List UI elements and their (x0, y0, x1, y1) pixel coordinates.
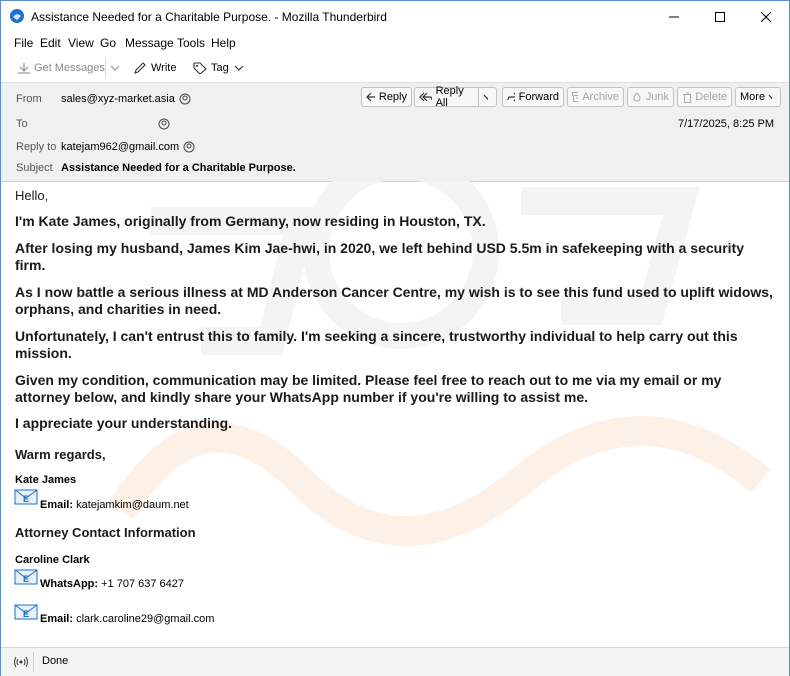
reply-all-icon (419, 92, 432, 102)
contact-icon[interactable] (179, 93, 191, 105)
reply-all-dropdown[interactable] (478, 87, 497, 107)
svg-text:E: E (23, 494, 30, 504)
sender-email[interactable]: katejamkim@daum.net (76, 499, 189, 511)
trash-icon (682, 92, 691, 103)
chevron-down-icon (110, 64, 120, 72)
online-status-icon[interactable] (13, 656, 29, 668)
forward-button[interactable] (502, 87, 564, 107)
sender-name: Kate James (15, 474, 77, 486)
title-bar (1, 1, 789, 33)
message-date: 7/17/2025, 8:25 PM (677, 118, 774, 130)
email-icon (14, 604, 38, 620)
from-value[interactable] (61, 93, 191, 105)
minimize-button[interactable] (651, 1, 697, 33)
tag-icon (193, 62, 207, 74)
chevron-down-icon (234, 64, 244, 72)
subject-label: Subject (16, 162, 53, 174)
archive-icon (572, 92, 578, 102)
reply-icon (366, 92, 375, 102)
svg-text:E: E (23, 574, 30, 584)
greeting: Hello, (15, 188, 49, 203)
minimize-icon (669, 12, 679, 22)
write-label: Write (151, 62, 177, 74)
from-label: From (16, 93, 42, 105)
archive-button[interactable] (567, 87, 624, 107)
attorney-name: Caroline Clark (15, 554, 90, 566)
chevron-down-icon (483, 94, 488, 100)
paragraph-3: As I now battle a serious illness at MD Anderson Cancer Centre, my wish is to see this fund used to uplift widows, orphans, and charities in need. (15, 284, 773, 317)
maximize-icon (715, 12, 725, 22)
whatsapp-line (40, 578, 184, 590)
closing: Warm regards, (15, 447, 106, 462)
flame-icon (632, 92, 642, 102)
reply-button[interactable] (361, 87, 412, 107)
svg-text:E: E (23, 609, 30, 619)
menu-bar (1, 33, 789, 53)
tag-button[interactable] (193, 58, 244, 78)
menu-view[interactable]: View (68, 36, 94, 50)
get-messages-label: Get Messages (34, 62, 105, 74)
reply-label: Reply (378, 91, 407, 103)
archive-label: Archive (582, 91, 619, 103)
download-icon (17, 62, 31, 74)
from-address[interactable]: sales@xyz-market.asia (61, 93, 175, 105)
get-messages-button[interactable] (17, 58, 105, 78)
delete-label: Delete (695, 91, 727, 103)
subject-value: Assistance Needed for a Charitable Purpose. (61, 162, 296, 174)
menu-go[interactable]: Go (100, 36, 117, 50)
paragraph-4: Unfortunately, I can't entrust this to family. I'm seeking a sincere, trustworthy individual to help carry out this mission. (15, 328, 738, 361)
reply-to-value[interactable] (61, 141, 195, 153)
sender-email-label: Email: (40, 499, 74, 511)
reply-to-address[interactable]: katejam962@gmail.com (61, 141, 180, 153)
to-value[interactable] (158, 118, 170, 130)
status-text: Done (42, 655, 69, 667)
paragraph-5: Given my condition, communication may be limited. Please feel free to reach out to me via my email or my attorney below, and kindly share your WhatsApp number if you're willing to assist me. (15, 372, 722, 405)
reply-all-button[interactable] (414, 87, 479, 107)
attorney-email-label: Email: (40, 613, 74, 625)
to-label: To (16, 118, 28, 130)
reply-to-label: Reply to (16, 141, 57, 153)
junk-label: Junk (645, 91, 669, 103)
email-icon (14, 489, 38, 505)
delete-button[interactable] (677, 87, 732, 107)
paragraph-6: I appreciate your understanding. (15, 415, 233, 431)
more-label: More (740, 91, 766, 103)
paragraph-1: I'm Kate James, originally from Germany, now residing in Houston, TX. (15, 213, 486, 229)
attorney-heading: Attorney Contact Information (15, 525, 196, 540)
junk-button[interactable] (627, 87, 674, 107)
thunderbird-icon (9, 8, 25, 24)
status-bar (1, 647, 789, 676)
write-button[interactable] (133, 58, 176, 78)
paragraph-2: After losing my husband, James Kim Jae-hwi, in 2020, we left behind USD 5.5m in safekeeping with a security firm. (15, 240, 744, 273)
main-toolbar (1, 55, 789, 81)
menu-edit[interactable]: Edit (40, 36, 61, 50)
pencil-icon (133, 62, 147, 74)
status-divider (33, 652, 34, 672)
contact-icon[interactable] (158, 118, 170, 130)
message-body (1, 181, 789, 646)
attorney-email-line (40, 613, 214, 625)
contact-icon[interactable] (183, 141, 195, 153)
more-button[interactable] (735, 87, 781, 107)
forward-label: Forward (518, 91, 559, 103)
whatsapp-label: WhatsApp: (40, 578, 99, 590)
attorney-email[interactable]: clark.caroline29@gmail.com (76, 613, 215, 625)
get-messages-dropdown[interactable] (105, 58, 120, 78)
window-title: Assistance Needed for a Charitable Purpose. - Mozilla Thunderbird (31, 10, 387, 24)
email-icon (14, 569, 38, 585)
maximize-button[interactable] (697, 1, 743, 33)
menu-help[interactable]: Help (211, 36, 236, 50)
menu-message[interactable]: Message (125, 36, 174, 50)
chevron-down-icon (768, 94, 772, 100)
menu-file[interactable]: File (14, 36, 34, 50)
message-header (1, 82, 789, 182)
whatsapp-number[interactable]: +1 707 637 6427 (101, 578, 184, 590)
reply-all-label: Reply All (435, 85, 464, 109)
close-button[interactable] (743, 1, 789, 33)
close-icon (761, 12, 771, 22)
menu-tools[interactable]: Tools (177, 36, 206, 50)
tag-label: Tag (211, 62, 229, 74)
forward-icon (507, 92, 515, 102)
sender-email-line (40, 499, 189, 511)
